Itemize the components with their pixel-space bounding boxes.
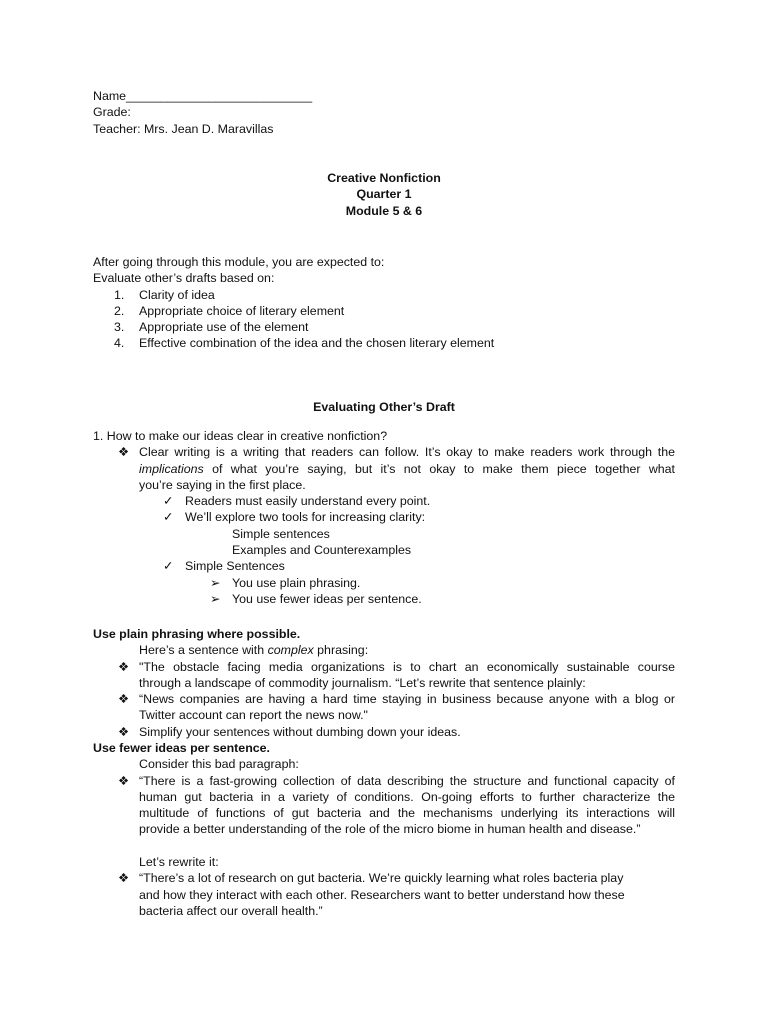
grade-label: Grade: xyxy=(93,105,131,120)
list-item xyxy=(93,870,675,919)
paragraph-line: "The obstacle facing media organizations is to chart an economically sustainable course xyxy=(139,659,675,674)
tool-item: Simple sentences xyxy=(232,526,330,541)
list-item xyxy=(93,319,675,335)
diamond-bullet-icon: ❖ xyxy=(118,659,130,674)
list-item-text: Clarity of idea xyxy=(139,287,215,302)
paragraph-line: “There is a fast-growing collection of data describing the structure and functional capacity of xyxy=(139,773,675,788)
list-item-text: Effective combination of the idea and the chosen literary element xyxy=(139,336,495,351)
section-body xyxy=(93,428,675,607)
check-icon: ✓ xyxy=(163,559,174,574)
objectives xyxy=(93,254,675,352)
diamond-bullet-icon: ❖ xyxy=(118,692,130,707)
list-item-text: Readers must easily understand every point. xyxy=(185,494,431,509)
teacher-label: Teacher: Mrs. Jean D. Maravillas xyxy=(93,121,274,136)
rewrite-section xyxy=(93,854,675,919)
list-item xyxy=(93,691,675,724)
section-question: 1. How to make our ideas clear in creative nonfiction? xyxy=(93,429,388,443)
list-item-text: Simple Sentences xyxy=(185,559,285,574)
list-item xyxy=(93,335,675,351)
list-item xyxy=(93,509,675,525)
student-info xyxy=(93,88,675,137)
list-item-text: We’ll explore two tools for increasing clarity: xyxy=(185,510,426,525)
list-item xyxy=(93,303,675,319)
rewrite-intro: Let’s rewrite it: xyxy=(139,855,219,869)
tool-item: Examples and Counterexamples xyxy=(232,543,412,558)
paragraph-line: you’re saying in the first place. xyxy=(139,477,306,492)
plain-phrasing-section xyxy=(93,626,675,740)
paragraph-line: “News companies are having a hard time staying in business because anyone with a blog or xyxy=(139,692,675,707)
list-item-text: Appropriate use of the element xyxy=(139,320,309,335)
title-subject: Creative Nonfiction xyxy=(327,171,441,185)
list-item xyxy=(93,444,675,493)
list-item xyxy=(93,591,675,607)
paragraph-line: through a landscape of commodity journalism. “Let’s rewrite that sentence plainly: xyxy=(139,675,586,690)
name-field-label: Name___________________________ xyxy=(93,89,313,103)
paragraph-line: Clear writing is a writing that readers can follow. It’s okay to make readers work through the xyxy=(139,445,675,460)
paragraph-line: “There’s a lot of research on gut bacteria. We’re quickly learning what roles bacteria play xyxy=(139,871,624,886)
title-quarter: Quarter 1 xyxy=(356,187,412,202)
title-module: Module 5 & 6 xyxy=(345,203,423,218)
arrow-bullet-icon: ➢ xyxy=(210,591,221,606)
list-item-text: You use fewer ideas per sentence. xyxy=(232,591,422,606)
paragraph-line: multitude of functions of gut bacteria and the mechanisms underlying its interactions will xyxy=(139,806,675,821)
section-title: Evaluating Other’s Draft xyxy=(313,400,455,414)
list-number: 2. xyxy=(114,303,125,318)
arrow-bullet-icon: ➢ xyxy=(210,575,221,590)
fewer-heading: Use fewer ideas per sentence. xyxy=(93,741,270,755)
check-icon: ✓ xyxy=(163,510,174,525)
objectives-lead: Evaluate other’s drafts based on: xyxy=(93,271,275,286)
plain-intro: Here’s a sentence with complex phrasing: xyxy=(139,643,369,658)
paragraph-line: and how they interact with each other. Researchers want to better understand how these xyxy=(139,887,625,902)
paragraph-line: implications of what you’re saying, but it’s not okay to make them piece together what xyxy=(139,461,675,476)
list-item xyxy=(93,773,675,838)
document-title xyxy=(93,170,675,219)
paragraph-line: human gut bacteria in a variety of conditions. On-going efforts to further characterize the xyxy=(139,789,675,804)
diamond-bullet-icon: ❖ xyxy=(118,724,130,739)
diamond-bullet-icon: ❖ xyxy=(118,871,130,886)
paragraph-line: bacteria affect our overall health.” xyxy=(139,903,323,918)
paragraph-line: Twitter account can report the news now." xyxy=(139,708,368,723)
list-item xyxy=(93,724,675,740)
list-item-text: Simplify your sentences without dumbing down your ideas. xyxy=(139,724,461,739)
list-number: 4. xyxy=(114,336,125,351)
diamond-bullet-icon: ❖ xyxy=(118,445,130,460)
list-number: 1. xyxy=(114,287,125,302)
check-icon: ✓ xyxy=(163,494,174,509)
paragraph-line: provide a better understanding of the role of the micro biome in human health and disease.” xyxy=(139,822,641,837)
list-item-text: You use plain phrasing. xyxy=(232,575,361,590)
fewer-ideas-section xyxy=(93,740,675,838)
objectives-intro: After going through this module, you are expected to: xyxy=(93,255,385,269)
list-item xyxy=(93,493,675,509)
list-item xyxy=(93,287,675,303)
list-item xyxy=(93,659,675,692)
list-item xyxy=(93,558,675,574)
list-item xyxy=(93,575,675,591)
list-item-text: Appropriate choice of literary element xyxy=(139,303,345,318)
plain-heading: Use plain phrasing where possible. xyxy=(93,627,301,641)
fewer-intro: Consider this bad paragraph: xyxy=(139,757,299,772)
diamond-bullet-icon: ❖ xyxy=(118,773,130,788)
list-number: 3. xyxy=(114,320,125,335)
